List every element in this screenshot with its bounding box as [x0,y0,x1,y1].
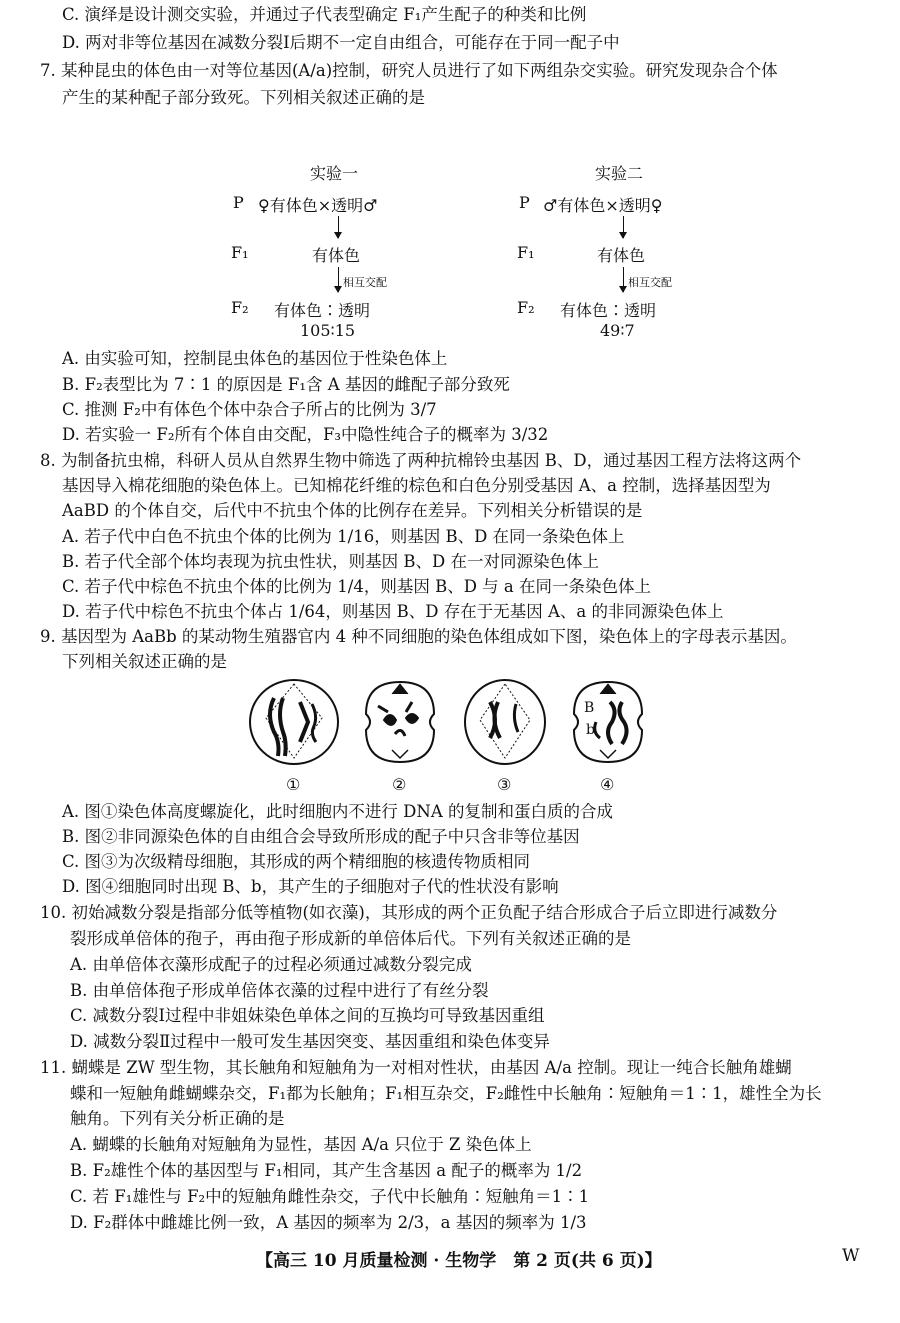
option-11b: B. F₂雄性个体的基因型与 F₁相同，其产生含基因 a 配子的概率为 1/2 [70,1161,583,1180]
cell-4 [574,682,642,762]
corner-mark: W [842,1246,860,1266]
exp1-f1: 有体色 [312,246,361,265]
cell-1 [250,680,338,764]
exp1-ratio: 105∶15 [300,321,356,340]
option-8b: B. 若子代全部个体均表现为抗虫性状，则基因 B、D 在一对同源染色体上 [62,552,599,571]
option-7b: B. F₂表型比为 7∶1 的原因是 F₁含 A 基因的雌配子部分致死 [62,375,510,394]
option-9b: B. 图②非同源染色体的自由组合会导致所形成的配子中只含非等位基因 [62,827,580,846]
exp2-ratio: 49∶7 [600,321,635,340]
option-10d: D. 减数分裂Ⅱ过程中一般可发生基因突变、基因重组和染色体变异 [70,1032,550,1051]
exp1-mate: 相互交配 [343,276,387,289]
exp2-p-label: P [519,193,530,212]
cell-label-3: ③ [497,775,512,794]
question-8-stem-cont: 基因导入棉花细胞的染色体上。已知棉花纤维的棕色和白色分别受基因 A、a 控制，选择基因型为 [62,476,771,495]
cell-figures [0,672,900,812]
exp2-f2: 有体色∶透明 [560,301,657,320]
exp2-arrow-1 [623,216,624,238]
exp1-title: 实验一 [310,164,359,183]
option-8a: A. 若子代中白色不抗虫个体的比例为 1/16，则基因 B、D 在同一条染色体上 [62,527,625,546]
cell-label-4: ④ [600,775,615,794]
option-7d: D. 若实验一 F₂所有个体自由交配，F₃中隐性纯合子的概率为 3/32 [62,425,549,444]
option-10a: A. 由单倍体衣藻形成配子的过程必须通过减数分裂完成 [70,955,472,974]
question-8-stem: 8. 为制备抗虫棉，科研人员从自然界生物中筛选了两种抗棉铃虫基因 B、D，通过基因工程方法将这两个 [40,451,802,470]
exp2-mate: 相互交配 [628,276,672,289]
option-10c: C. 减数分裂Ⅰ过程中非姐妹染色单体之间的互换均可导致基因重组 [70,1006,545,1025]
question-11-stem: 11. 蝴蝶是 ZW 型生物，其长触角和短触角为一对相对性状，由基因 A/a 控制。现让一纯合长触角雄蝴 [40,1058,792,1077]
option-7c: C. 推测 F₂中有体色个体中杂合子所占的比例为 3/7 [62,400,437,419]
option-9d: D. 图④细胞同时出现 B、b，其产生的子细胞对子代的性状没有影响 [62,877,559,896]
exp2-f1-label: F₁ [517,243,535,262]
question-10-stem: 10. 初始减数分裂是指部分低等植物(如衣藻)，其形成的两个正负配子结合形成合子后立即进行减数分 [40,903,778,922]
option-9c: C. 图③为次级精母细胞，其形成的两个精细胞的核遗传物质相同 [62,852,531,871]
cell-3 [465,680,545,764]
option-9a: A. 图①染色体高度螺旋化，此时细胞内不进行 DNA 的复制和蛋白质的合成 [62,802,613,821]
option-8d: D. 若子代中棕色不抗虫个体占 1/64，则基因 B、D 存在于无基因 A、a 的非同源染色体上 [62,602,724,621]
option-6c: C. 演绎是设计测交实验，并通过子代表型确定 F₁产生配子的种类和比例 [62,5,587,24]
exp2-f2-label: F₂ [517,298,535,317]
cell-label-1: ① [286,775,301,794]
option-7a: A. 由实验可知，控制昆虫体色的基因位于性染色体上 [62,349,448,368]
exp1-p-label: P [233,193,244,212]
option-6d: D. 两对非等位基因在减数分裂Ⅰ后期不一定自由组合，可能存在于同一配子中 [62,33,620,52]
exp2-cross: ♂有体色×透明♀ [543,196,663,215]
exp1-cross: ♀有体色×透明♂ [258,196,378,215]
exp1-f2: 有体色∶透明 [274,301,371,320]
option-11d: D. F₂群体中雌雄比例一致，A 基因的频率为 2/3，a 基因的频率为 1/3 [70,1213,587,1232]
cell-label-2: ② [392,775,407,794]
option-10b: B. 由单倍体孢子形成单倍体衣藻的过程中进行了有丝分裂 [70,981,489,1000]
cell-2 [366,682,434,762]
option-11a: A. 蝴蝶的长触角对短触角为显性，基因 A/a 只位于 Z 染色体上 [70,1135,532,1154]
question-9-stem: 9. 基因型为 AaBb 的某动物生殖器官内 4 种不同细胞的染色体组成如下图，染色体上的字母表示基因。 [40,627,797,646]
exp1-f1-label: F₁ [231,243,249,262]
gene-label-b-lower: b [586,722,595,738]
question-11-stem-cont: 蝶和一短触角雌蝴蝶杂交，F₁都为长触角；F₁相互杂交，F₂雌性中长触角∶短触角＝1∶1，雄性全为长 [70,1084,822,1103]
question-7-stem: 7. 某种昆虫的体色由一对等位基因(A/a)控制，研究人员进行了如下两组杂交实验。研究发现杂合个体 [40,61,778,80]
question-8-stem-cont2: AaBD 的个体自交，后代中不抗虫个体的比例存在差异。下列相关分析错误的是 [62,501,643,520]
exp1-arrow-2 [338,267,339,292]
question-11-stem-cont2: 触角。下列有关分析正确的是 [70,1109,285,1128]
question-10-stem-cont: 裂形成单倍体的孢子，再由孢子形成新的单倍体后代。下列有关叙述正确的是 [70,929,631,948]
option-11c: C. 若 F₁雄性与 F₂中的短触角雌性杂交，子代中长触角∶短触角＝1∶1 [70,1187,590,1206]
exp2-title: 实验二 [595,164,644,183]
exp2-arrow-2 [623,267,624,292]
option-8c: C. 若子代中棕色不抗虫个体的比例为 1/4，则基因 B、D 与 a 在同一条染色体上 [62,577,651,596]
exp1-arrow-1 [338,216,339,238]
exp2-f1: 有体色 [597,246,646,265]
gene-label-b-upper: B [584,700,595,716]
question-7-stem-cont: 产生的某种配子部分致死。下列相关叙述正确的是 [62,88,425,107]
page-footer: 【高三 10 月质量检测 · 生物学 第 2 页(共 6 页)】 [256,1251,662,1271]
question-9-stem-cont: 下列相关叙述正确的是 [62,652,227,671]
exp1-f2-label: F₂ [231,298,249,317]
